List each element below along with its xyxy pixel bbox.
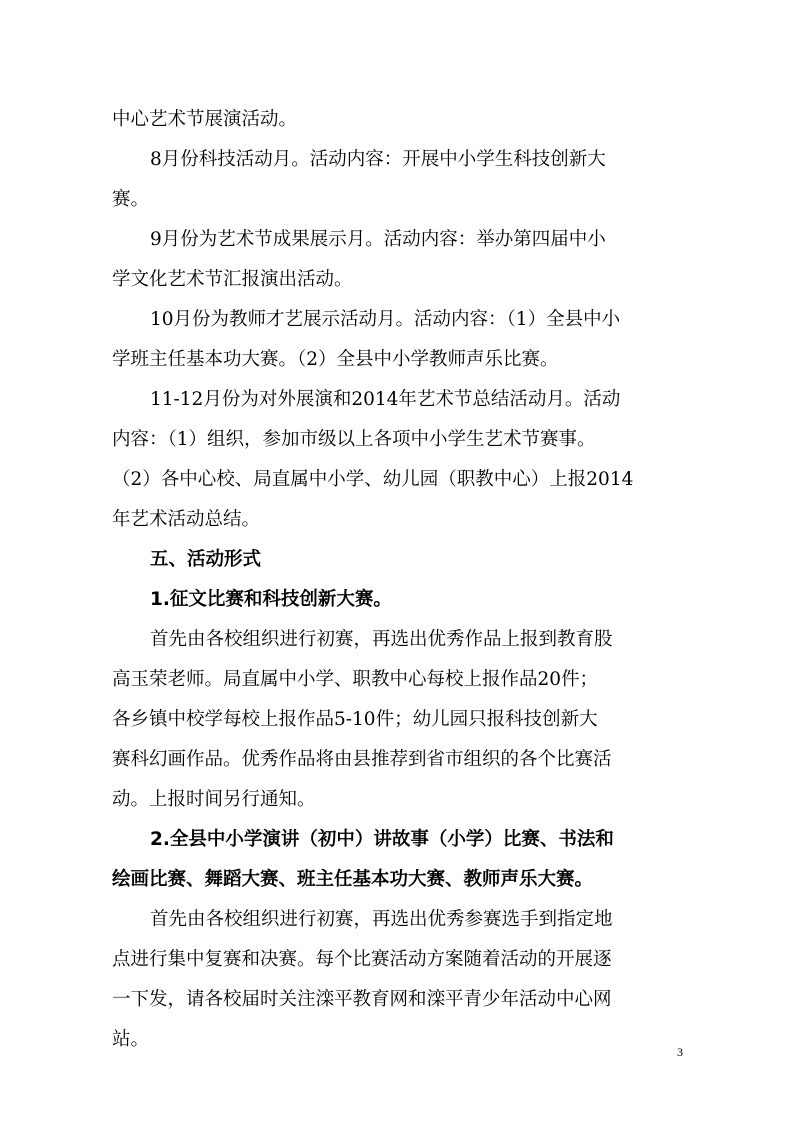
text-line: 各乡镇中校学每校上报作品5-10件；幼儿园只报科技创新大	[112, 709, 598, 730]
text-line: 站。	[112, 1029, 150, 1050]
text-line: 内容：（1）组织，参加市级以上各项中小学生艺术节赛事。	[112, 429, 596, 450]
text-line: 10月份为教师才艺展示活动月。活动内容：（1）全县中小	[150, 309, 621, 330]
subsection-heading-continuation: 绘画比赛、舞蹈大赛、班主任基本功大赛、教师声乐大赛。	[112, 869, 594, 890]
text-line: 学文化艺术节汇报演出活动。	[112, 269, 353, 290]
text-line: 点进行集中复赛和决赛。每个比赛活动方案随着活动的开展逐	[112, 949, 612, 970]
text-line: 学班主任基本功大赛。（2）全县中小学教师声乐比赛。	[112, 349, 559, 370]
section-heading: 五、活动形式	[150, 549, 262, 570]
text-line: 11-12月份为对外展演和2014年艺术节总结活动月。活动	[150, 389, 621, 410]
text-line: 赛。	[112, 189, 150, 210]
text-line: 一下发，请各校届时关注滦平教育网和滦平青少年活动中心网	[112, 989, 612, 1010]
text-line: 首先由各校组织进行初赛，再选出优秀作品上报到教育股	[150, 629, 613, 650]
page-number: 3	[677, 1045, 683, 1059]
subsection-heading: 1.征文比赛和科技创新大赛。	[150, 589, 392, 610]
text-line: 中心艺术节展演活动。	[112, 109, 298, 130]
text-line: 赛科幻画作品。优秀作品将由县推荐到省市组织的各个比赛活	[112, 749, 612, 770]
subsection-heading: 2.全县中小学演讲（初中）讲故事（小学）比赛、书法和	[150, 829, 614, 850]
text-line: （2）各中心校、局直属中小学、幼儿园（职教中心）上报2014	[112, 469, 634, 490]
text-line: 年艺术活动总结。	[112, 509, 261, 530]
text-line: 首先由各校组织进行初赛，再选出优秀参赛选手到指定地	[150, 909, 613, 930]
text-line: 动。上报时间另行通知。	[112, 789, 316, 810]
text-line: 8月份科技活动月。活动内容：开展中小学生科技创新大	[150, 149, 606, 170]
text-line: 9月份为艺术节成果展示月。活动内容：举办第四届中小	[150, 229, 606, 250]
text-line: 高玉荣老师。局直属中小学、职教中心每校上报作品20件；	[112, 669, 599, 690]
